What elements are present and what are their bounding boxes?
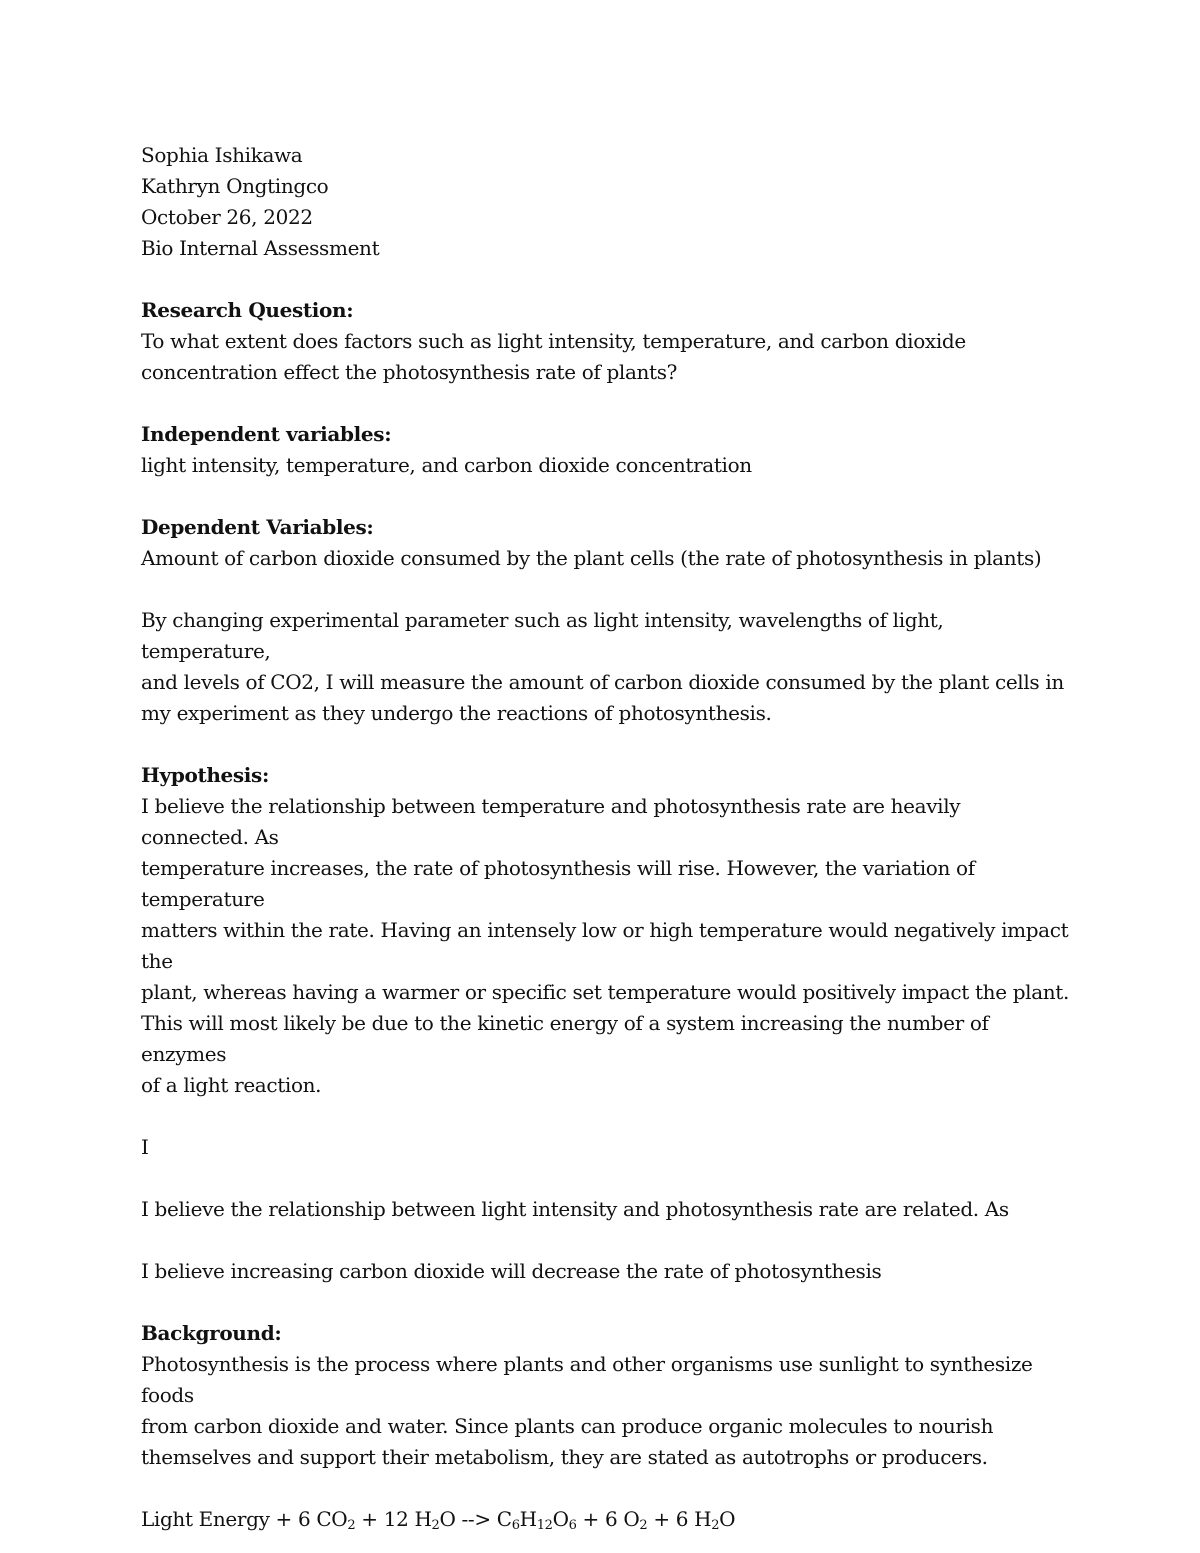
hypothesis-line: This will most likely be due to the kinetic energy of a system increasing the number of enzymes	[141, 1011, 995, 1066]
spacer	[141, 388, 1071, 419]
spacer	[141, 481, 1071, 512]
light-intensity-hypothesis: I believe the relationship between light intensity and photosynthesis rate are related. As	[141, 1197, 1009, 1221]
spacer	[141, 1101, 1071, 1132]
spacer	[141, 264, 1071, 295]
equation-subscript: 6	[511, 1518, 520, 1533]
hypothesis-line: of a light reaction.	[141, 1073, 322, 1097]
spacer	[141, 1287, 1071, 1318]
hypothesis-line: temperature increases, the rate of photosynthesis will rise. However, the variation of temperature	[141, 856, 981, 911]
independent-variables-heading: Independent variables:	[141, 422, 392, 446]
equation-part: + 12 H	[355, 1507, 432, 1531]
equation-part: O --> C	[439, 1507, 512, 1531]
course-title: Bio Internal Assessment	[141, 236, 380, 260]
research-question-line: concentration effect the photosynthesis rate of plants?	[141, 360, 678, 384]
independent-variables-text: light intensity, temperature, and carbon dioxide concentration	[141, 453, 752, 477]
method-paragraph-line: my experiment as they undergo the reactions of photosynthesis.	[141, 701, 772, 725]
background-line: themselves and support their metabolism, they are stated as autotrophs or producers.	[141, 1445, 988, 1469]
equation-subscript: 2	[431, 1518, 440, 1533]
dependent-variables-heading: Dependent Variables:	[141, 515, 374, 539]
background-line: from carbon dioxide and water. Since plants can produce organic molecules to nourish	[141, 1414, 994, 1438]
dependent-variables-text: Amount of carbon dioxide consumed by the plant cells (the rate of photosynthesis in plants)	[141, 546, 1042, 570]
equation-part: + 6 O	[576, 1507, 640, 1531]
photosynthesis-equation	[141, 1504, 1071, 1535]
equation-part: + 6 H	[647, 1507, 712, 1531]
spacer	[141, 1473, 1071, 1504]
spacer	[141, 729, 1071, 760]
research-question-line: To what extent does factors such as light intensity, temperature, and carbon dioxide	[141, 329, 966, 353]
equation-subscript: 6	[568, 1518, 577, 1533]
hypothesis-line: plant, whereas having a warmer or specific set temperature would positively impact the plant.	[141, 980, 1069, 1004]
equation-part: H	[519, 1507, 537, 1531]
hypothesis-line: I believe the relationship between temperature and photosynthesis rate are heavily connected. As	[141, 794, 967, 849]
hypothesis-line: matters within the rate. Having an intensely low or high temperature would negatively impact the	[141, 918, 1075, 973]
spacer	[141, 1163, 1071, 1194]
research-question-heading: Research Question:	[141, 298, 354, 322]
spacer	[141, 574, 1071, 605]
hypothesis-fragment: I	[141, 1135, 149, 1159]
author-name-2: Kathryn Ongtingco	[141, 174, 329, 198]
equation-part: O	[552, 1507, 569, 1531]
method-paragraph-line: and levels of CO2, I will measure the amount of carbon dioxide consumed by the plant cells in	[141, 670, 1064, 694]
document-page	[141, 140, 1075, 1535]
spacer	[141, 1225, 1071, 1256]
hypothesis-heading: Hypothesis:	[141, 763, 269, 787]
equation-subscript: 2	[639, 1518, 648, 1533]
equation-subscript: 12	[536, 1518, 553, 1533]
equation-part: O	[719, 1507, 736, 1531]
equation-part: Light Energy + 6 CO	[141, 1507, 348, 1531]
carbon-dioxide-hypothesis: I believe increasing carbon dioxide will decrease the rate of photosynthesis	[141, 1259, 882, 1283]
equation-subscript: 2	[711, 1518, 720, 1533]
document-date: October 26, 2022	[141, 205, 313, 229]
method-paragraph-line: By changing experimental parameter such as light intensity, wavelengths of light, temperature,	[141, 608, 950, 663]
background-heading: Background:	[141, 1321, 282, 1345]
author-name-1: Sophia Ishikawa	[141, 143, 303, 167]
background-line: Photosynthesis is the process where plants and other organisms use sunlight to synthesize foods	[141, 1352, 1039, 1407]
equation-subscript: 2	[347, 1518, 356, 1533]
